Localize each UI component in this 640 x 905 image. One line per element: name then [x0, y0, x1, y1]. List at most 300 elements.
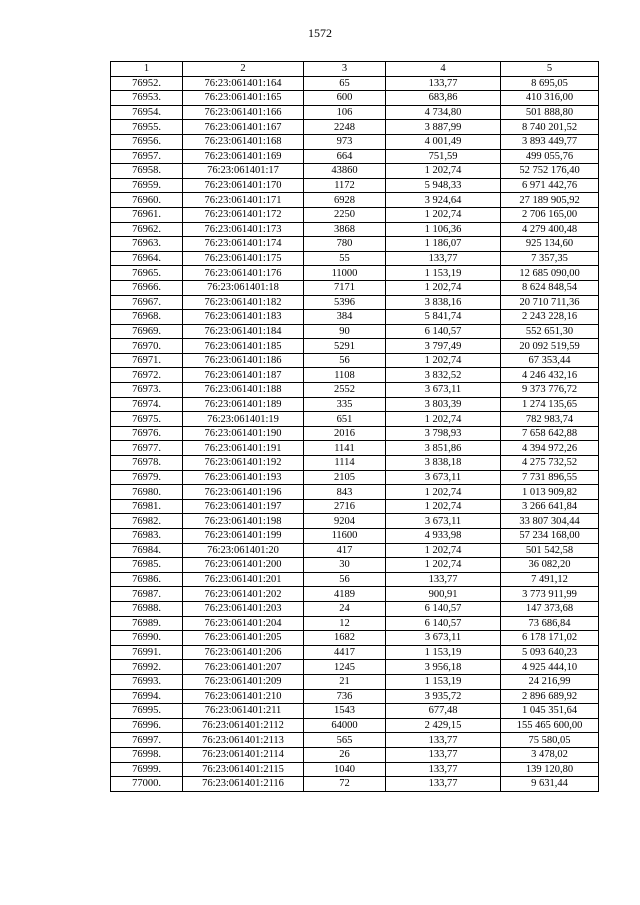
table-row: [111, 558, 599, 573]
table-row: [111, 747, 599, 762]
row-number-cell: 76979.: [111, 470, 183, 485]
cadastral-number-cell: 76:23:061401:193: [183, 470, 304, 485]
value-cell: 33 807 304,44: [501, 514, 599, 529]
rate-cell: 1 202,74: [386, 543, 501, 558]
rate-cell: 133,77: [386, 777, 501, 792]
row-number-cell: 76986.: [111, 572, 183, 587]
area-cell: 973: [304, 134, 386, 149]
rate-cell: 133,77: [386, 76, 501, 91]
rate-cell: 6 140,57: [386, 601, 501, 616]
rate-cell: 3 673,11: [386, 383, 501, 398]
rate-cell: 1 153,19: [386, 645, 501, 660]
area-cell: 843: [304, 485, 386, 500]
value-cell: 147 373,68: [501, 601, 599, 616]
rate-cell: 3 673,11: [386, 631, 501, 646]
row-number-cell: 76959.: [111, 178, 183, 193]
value-cell: 2 896 689,92: [501, 689, 599, 704]
value-cell: 139 120,80: [501, 762, 599, 777]
page-number: 1572: [308, 26, 332, 40]
rate-cell: 5 841,74: [386, 310, 501, 325]
cadastral-number-cell: 76:23:061401:204: [183, 616, 304, 631]
table-row: [111, 777, 599, 792]
table-row: [111, 237, 599, 252]
value-cell: 24 216,99: [501, 674, 599, 689]
table-row: [111, 674, 599, 689]
row-number-cell: 76976.: [111, 426, 183, 441]
table-row: [111, 149, 599, 164]
value-cell: 9 373 776,72: [501, 383, 599, 398]
rate-cell: 3 851,86: [386, 441, 501, 456]
row-number-cell: 76964.: [111, 251, 183, 266]
cadastral-number-cell: 76:23:061401:20: [183, 543, 304, 558]
area-cell: 11000: [304, 266, 386, 281]
header-row: [111, 62, 599, 77]
value-cell: 2 706 165,00: [501, 207, 599, 222]
area-cell: 6928: [304, 193, 386, 208]
cadastral-number-cell: 76:23:061401:171: [183, 193, 304, 208]
cadastral-number-cell: 76:23:061401:189: [183, 397, 304, 412]
cadastral-number-cell: 76:23:061401:188: [183, 383, 304, 398]
value-cell: 7 491,12: [501, 572, 599, 587]
rate-cell: 3 673,11: [386, 514, 501, 529]
cadastral-number-cell: 76:23:061401:2116: [183, 777, 304, 792]
area-cell: 55: [304, 251, 386, 266]
row-number-cell: 76977.: [111, 441, 183, 456]
area-cell: 3868: [304, 222, 386, 237]
row-number-cell: 76988.: [111, 601, 183, 616]
area-cell: 1245: [304, 660, 386, 675]
cadastral-number-cell: 76:23:061401:210: [183, 689, 304, 704]
value-cell: 501 888,80: [501, 105, 599, 120]
rate-cell: 133,77: [386, 747, 501, 762]
area-cell: 24: [304, 601, 386, 616]
cadastral-number-cell: 76:23:061401:200: [183, 558, 304, 573]
table-body: [111, 62, 599, 792]
rate-cell: 5 948,33: [386, 178, 501, 193]
row-number-cell: 76963.: [111, 237, 183, 252]
rate-cell: 3 838,18: [386, 456, 501, 471]
row-number-cell: 76993.: [111, 674, 183, 689]
table-row: [111, 368, 599, 383]
area-cell: 5396: [304, 295, 386, 310]
cadastral-number-cell: 76:23:061401:185: [183, 339, 304, 354]
row-number-cell: 76967.: [111, 295, 183, 310]
cadastral-number-cell: 76:23:061401:211: [183, 704, 304, 719]
value-cell: 67 353,44: [501, 353, 599, 368]
rate-cell: 1 202,74: [386, 280, 501, 295]
area-cell: 65: [304, 76, 386, 91]
table-row: [111, 689, 599, 704]
area-cell: 4189: [304, 587, 386, 602]
area-cell: 651: [304, 412, 386, 427]
area-cell: 335: [304, 397, 386, 412]
table-row: [111, 601, 599, 616]
table-row: [111, 120, 599, 135]
area-cell: 72: [304, 777, 386, 792]
rate-cell: 6 140,57: [386, 324, 501, 339]
cadastral-number-cell: 76:23:061401:186: [183, 353, 304, 368]
area-cell: 43860: [304, 164, 386, 179]
rate-cell: 1 202,74: [386, 412, 501, 427]
row-number-cell: 76992.: [111, 660, 183, 675]
table-row: [111, 178, 599, 193]
value-cell: 499 055,76: [501, 149, 599, 164]
rate-cell: 1 153,19: [386, 266, 501, 281]
cadastral-number-cell: 76:23:061401:184: [183, 324, 304, 339]
cadastral-number-cell: 76:23:061401:192: [183, 456, 304, 471]
value-cell: 57 234 168,00: [501, 529, 599, 544]
row-number-cell: 76957.: [111, 149, 183, 164]
cadastral-number-cell: 76:23:061401:173: [183, 222, 304, 237]
value-cell: 27 189 905,92: [501, 193, 599, 208]
rate-cell: 3 887,99: [386, 120, 501, 135]
row-number-cell: 1: [111, 62, 183, 77]
area-cell: 2105: [304, 470, 386, 485]
value-cell: 9 631,44: [501, 777, 599, 792]
table-row: [111, 426, 599, 441]
rate-cell: 133,77: [386, 733, 501, 748]
cadastral-number-cell: 76:23:061401:164: [183, 76, 304, 91]
row-number-cell: 76989.: [111, 616, 183, 631]
cadastral-number-cell: 76:23:061401:176: [183, 266, 304, 281]
rate-cell: 677,48: [386, 704, 501, 719]
table-row: [111, 572, 599, 587]
rate-cell: 133,77: [386, 572, 501, 587]
cadastral-number-cell: 76:23:061401:19: [183, 412, 304, 427]
table-row: [111, 718, 599, 733]
table-row: [111, 222, 599, 237]
value-cell: 5 093 640,23: [501, 645, 599, 660]
table-row: [111, 543, 599, 558]
rate-cell: 4 734,80: [386, 105, 501, 120]
table-row: [111, 587, 599, 602]
rate-cell: 1 202,74: [386, 353, 501, 368]
cadastral-number-cell: 76:23:061401:182: [183, 295, 304, 310]
table-row: [111, 733, 599, 748]
cadastral-number-cell: 76:23:061401:167: [183, 120, 304, 135]
row-number-cell: 76958.: [111, 164, 183, 179]
area-cell: 600: [304, 91, 386, 106]
table-row: [111, 105, 599, 120]
table-row: [111, 470, 599, 485]
area-cell: 1114: [304, 456, 386, 471]
table-row: [111, 645, 599, 660]
area-cell: 1682: [304, 631, 386, 646]
rate-cell: 751,59: [386, 149, 501, 164]
rate-cell: 3 832,52: [386, 368, 501, 383]
rate-cell: 3 924,64: [386, 193, 501, 208]
cadastral-number-cell: 76:23:061401:168: [183, 134, 304, 149]
cadastral-number-cell: 76:23:061401:183: [183, 310, 304, 325]
row-number-cell: 76966.: [111, 280, 183, 295]
table-row: [111, 76, 599, 91]
cadastral-number-cell: 2: [183, 62, 304, 77]
cadastral-number-cell: 76:23:061401:175: [183, 251, 304, 266]
row-number-cell: 77000.: [111, 777, 183, 792]
row-number-cell: 76968.: [111, 310, 183, 325]
rate-cell: 4: [386, 62, 501, 77]
value-cell: 8 695,05: [501, 76, 599, 91]
table-row: [111, 339, 599, 354]
area-cell: 1172: [304, 178, 386, 193]
table-row: [111, 616, 599, 631]
row-number-cell: 76975.: [111, 412, 183, 427]
rate-cell: 3 673,11: [386, 470, 501, 485]
row-number-cell: 76971.: [111, 353, 183, 368]
value-cell: 155 465 600,00: [501, 718, 599, 733]
cadastral-number-cell: 76:23:061401:203: [183, 601, 304, 616]
area-cell: 1108: [304, 368, 386, 383]
row-number-cell: 76965.: [111, 266, 183, 281]
table-row: [111, 499, 599, 514]
table-row: [111, 207, 599, 222]
table-row: [111, 529, 599, 544]
rate-cell: 3 956,18: [386, 660, 501, 675]
value-cell: 20 710 711,36: [501, 295, 599, 310]
row-number-cell: 76970.: [111, 339, 183, 354]
cadastral-number-cell: 76:23:061401:196: [183, 485, 304, 500]
cadastral-number-cell: 76:23:061401:201: [183, 572, 304, 587]
row-number-cell: 76953.: [111, 91, 183, 106]
value-cell: 4 279 400,48: [501, 222, 599, 237]
value-cell: 3 266 641,84: [501, 499, 599, 514]
area-cell: 3: [304, 62, 386, 77]
cadastral-number-cell: 76:23:061401:2113: [183, 733, 304, 748]
cadastral-number-cell: 76:23:061401:2112: [183, 718, 304, 733]
row-number-cell: 76987.: [111, 587, 183, 602]
value-cell: 6 178 171,02: [501, 631, 599, 646]
table-row: [111, 164, 599, 179]
row-number-cell: 76973.: [111, 383, 183, 398]
rate-cell: 683,86: [386, 91, 501, 106]
area-cell: 9204: [304, 514, 386, 529]
value-cell: 36 082,20: [501, 558, 599, 573]
table-row: [111, 91, 599, 106]
row-number-cell: 76980.: [111, 485, 183, 500]
area-cell: 56: [304, 353, 386, 368]
row-number-cell: 76961.: [111, 207, 183, 222]
row-number-cell: 76952.: [111, 76, 183, 91]
table-row: [111, 251, 599, 266]
row-number-cell: 76996.: [111, 718, 183, 733]
value-cell: 552 651,30: [501, 324, 599, 339]
cadastral-number-cell: 76:23:061401:191: [183, 441, 304, 456]
table-row: [111, 456, 599, 471]
value-cell: 52 752 176,40: [501, 164, 599, 179]
rate-cell: 3 803,39: [386, 397, 501, 412]
row-number-cell: 76984.: [111, 543, 183, 558]
row-number-cell: 76991.: [111, 645, 183, 660]
table-row: [111, 134, 599, 149]
area-cell: 106: [304, 105, 386, 120]
rate-cell: 4 933,98: [386, 529, 501, 544]
rate-cell: 1 202,74: [386, 499, 501, 514]
value-cell: 3 773 911,99: [501, 587, 599, 602]
rate-cell: 133,77: [386, 251, 501, 266]
cadastral-number-cell: 76:23:061401:2115: [183, 762, 304, 777]
data-table: [110, 61, 599, 792]
rate-cell: 900,91: [386, 587, 501, 602]
rate-cell: 1 186,07: [386, 237, 501, 252]
row-number-cell: 76999.: [111, 762, 183, 777]
value-cell: 1 045 351,64: [501, 704, 599, 719]
rate-cell: 3 935,72: [386, 689, 501, 704]
area-cell: 7171: [304, 280, 386, 295]
cadastral-number-cell: 76:23:061401:169: [183, 149, 304, 164]
area-cell: 2552: [304, 383, 386, 398]
row-number-cell: 76972.: [111, 368, 183, 383]
cadastral-number-cell: 76:23:061401:199: [183, 529, 304, 544]
cadastral-number-cell: 76:23:061401:170: [183, 178, 304, 193]
area-cell: 384: [304, 310, 386, 325]
area-cell: 1543: [304, 704, 386, 719]
area-cell: 736: [304, 689, 386, 704]
value-cell: 8 624 848,54: [501, 280, 599, 295]
rate-cell: 1 202,74: [386, 558, 501, 573]
cadastral-number-cell: 76:23:061401:172: [183, 207, 304, 222]
area-cell: 64000: [304, 718, 386, 733]
value-cell: 925 134,60: [501, 237, 599, 252]
area-cell: 21: [304, 674, 386, 689]
cadastral-number-cell: 76:23:061401:205: [183, 631, 304, 646]
value-cell: 8 740 201,52: [501, 120, 599, 135]
value-cell: 410 316,00: [501, 91, 599, 106]
table-row: [111, 485, 599, 500]
area-cell: 2250: [304, 207, 386, 222]
area-cell: 11600: [304, 529, 386, 544]
value-cell: 4 275 732,52: [501, 456, 599, 471]
value-cell: 3 478,02: [501, 747, 599, 762]
area-cell: 664: [304, 149, 386, 164]
table-row: [111, 383, 599, 398]
rate-cell: 1 202,74: [386, 485, 501, 500]
cadastral-number-cell: 76:23:061401:166: [183, 105, 304, 120]
value-cell: 20 092 519,59: [501, 339, 599, 354]
cadastral-number-cell: 76:23:061401:190: [183, 426, 304, 441]
rate-cell: 4 001,49: [386, 134, 501, 149]
rate-cell: 1 153,19: [386, 674, 501, 689]
value-cell: 3 893 449,77: [501, 134, 599, 149]
value-cell: 5: [501, 62, 599, 77]
area-cell: 2016: [304, 426, 386, 441]
cadastral-number-cell: 76:23:061401:202: [183, 587, 304, 602]
value-cell: 2 243 228,16: [501, 310, 599, 325]
value-cell: 1 013 909,82: [501, 485, 599, 500]
table-row: [111, 266, 599, 281]
area-cell: 565: [304, 733, 386, 748]
value-cell: 7 357,35: [501, 251, 599, 266]
cadastral-number-cell: 76:23:061401:165: [183, 91, 304, 106]
cadastral-number-cell: 76:23:061401:206: [183, 645, 304, 660]
area-cell: 2248: [304, 120, 386, 135]
row-number-cell: 76983.: [111, 529, 183, 544]
area-cell: 12: [304, 616, 386, 631]
rate-cell: 2 429,15: [386, 718, 501, 733]
row-number-cell: 76969.: [111, 324, 183, 339]
value-cell: 12 685 090,00: [501, 266, 599, 281]
cadastral-number-cell: 76:23:061401:209: [183, 674, 304, 689]
value-cell: 501 542,58: [501, 543, 599, 558]
row-number-cell: 76985.: [111, 558, 183, 573]
rate-cell: 3 838,16: [386, 295, 501, 310]
cadastral-number-cell: 76:23:061401:174: [183, 237, 304, 252]
table-row: [111, 280, 599, 295]
table-row: [111, 324, 599, 339]
row-number-cell: 76960.: [111, 193, 183, 208]
cadastral-number-cell: 76:23:061401:187: [183, 368, 304, 383]
table-row: [111, 660, 599, 675]
value-cell: 7 731 896,55: [501, 470, 599, 485]
cadastral-number-cell: 76:23:061401:18: [183, 280, 304, 295]
row-number-cell: 76997.: [111, 733, 183, 748]
table-row: [111, 295, 599, 310]
value-cell: 75 580,05: [501, 733, 599, 748]
row-number-cell: 76954.: [111, 105, 183, 120]
row-number-cell: 76994.: [111, 689, 183, 704]
table-row: [111, 310, 599, 325]
rate-cell: 133,77: [386, 762, 501, 777]
area-cell: 1040: [304, 762, 386, 777]
area-cell: 90: [304, 324, 386, 339]
area-cell: 5291: [304, 339, 386, 354]
row-number-cell: 76978.: [111, 456, 183, 471]
row-number-cell: 76981.: [111, 499, 183, 514]
row-number-cell: 76962.: [111, 222, 183, 237]
value-cell: 1 274 135,65: [501, 397, 599, 412]
value-cell: 4 246 432,16: [501, 368, 599, 383]
table-row: [111, 514, 599, 529]
row-number-cell: 76998.: [111, 747, 183, 762]
rate-cell: 1 202,74: [386, 164, 501, 179]
rate-cell: 3 798,93: [386, 426, 501, 441]
table-row: [111, 441, 599, 456]
value-cell: 6 971 442,76: [501, 178, 599, 193]
area-cell: 2716: [304, 499, 386, 514]
table-row: [111, 412, 599, 427]
area-cell: 26: [304, 747, 386, 762]
rate-cell: 1 202,74: [386, 207, 501, 222]
value-cell: 7 658 642,88: [501, 426, 599, 441]
cadastral-number-cell: 76:23:061401:17: [183, 164, 304, 179]
rate-cell: 1 106,36: [386, 222, 501, 237]
rate-cell: 3 797,49: [386, 339, 501, 354]
area-cell: 4417: [304, 645, 386, 660]
cadastral-number-cell: 76:23:061401:198: [183, 514, 304, 529]
table-row: [111, 397, 599, 412]
table-row: [111, 762, 599, 777]
value-cell: 782 983,74: [501, 412, 599, 427]
row-number-cell: 76974.: [111, 397, 183, 412]
row-number-cell: 76990.: [111, 631, 183, 646]
area-cell: 1141: [304, 441, 386, 456]
value-cell: 4 925 444,10: [501, 660, 599, 675]
table-row: [111, 193, 599, 208]
table-row: [111, 704, 599, 719]
cadastral-number-cell: 76:23:061401:197: [183, 499, 304, 514]
area-cell: 56: [304, 572, 386, 587]
row-number-cell: 76982.: [111, 514, 183, 529]
value-cell: 4 394 972,26: [501, 441, 599, 456]
row-number-cell: 76955.: [111, 120, 183, 135]
area-cell: 780: [304, 237, 386, 252]
value-cell: 73 686,84: [501, 616, 599, 631]
table-row: [111, 353, 599, 368]
cadastral-number-cell: 76:23:061401:2114: [183, 747, 304, 762]
area-cell: 30: [304, 558, 386, 573]
row-number-cell: 76956.: [111, 134, 183, 149]
cadastral-number-cell: 76:23:061401:207: [183, 660, 304, 675]
rate-cell: 6 140,57: [386, 616, 501, 631]
